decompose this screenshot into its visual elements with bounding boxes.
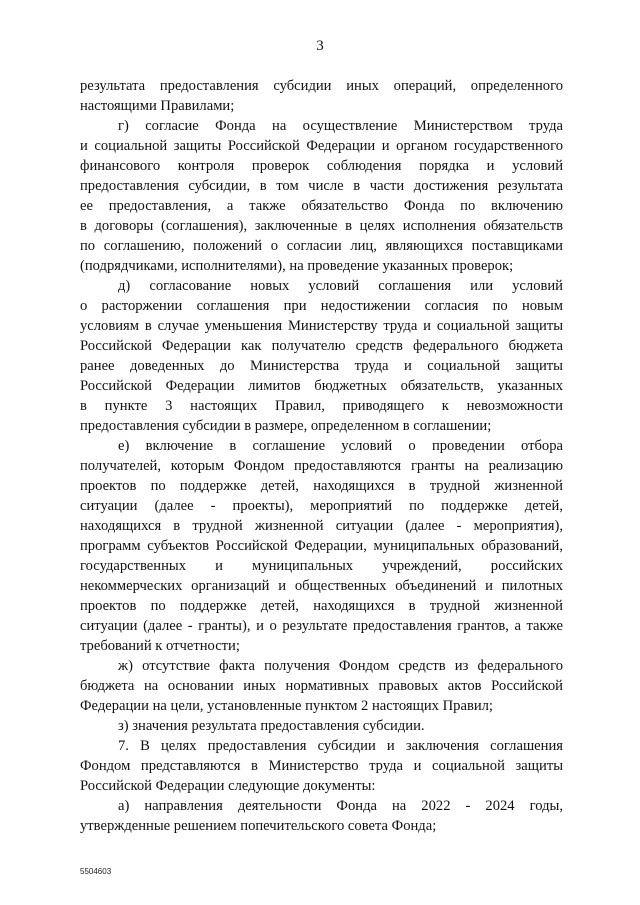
text-line: условиям в случае уменьшения Министерству труда и социальной защиты — [80, 318, 563, 334]
text-line: ж) отсутствие факта получения Фондом средств из федерального — [118, 658, 563, 674]
text-line: з) значения результата предоставления субсидии. — [118, 718, 425, 734]
text-line: находящихся в трудной жизненной ситуации (далее - мероприятия), — [80, 518, 563, 534]
text-line: ситуации (далее - проекты), мероприятий по поддержке детей, — [80, 498, 563, 514]
text-line: финансового контроля проверок соблюдения порядка и условий — [80, 158, 563, 174]
text-line: ранее доведенных до Министерства труда и социальной защиты — [80, 358, 563, 374]
text-line: требований к отчетности; — [80, 638, 240, 654]
text-line: Фондом представляются в Министерство труда и социальной защиты — [80, 758, 563, 774]
text-line: 7. В целях предоставления субсидии и заключения соглашения — [118, 738, 563, 754]
text-line: настоящими Правилами; — [80, 98, 235, 114]
text-line: по соглашению, положений о согласии лиц, являющихся поставщиками — [80, 238, 563, 254]
text-line: результата предоставления субсидии иных операций, определенного — [80, 78, 563, 94]
text-line: в договоры (соглашения), заключенные в целях исполнения обязательств — [80, 218, 563, 234]
document-code: 5504603 — [80, 867, 112, 876]
text-line: е) включение в соглашение условий о проведении отбора — [118, 438, 563, 454]
text-line: а) направления деятельности Фонда на 2022 - 2024 годы, — [118, 798, 563, 814]
text-line: о расторжении соглашения при недостижении согласия по новым — [80, 298, 563, 314]
text-line: ее предоставления, а также обязательство Фонда по включению — [80, 198, 563, 214]
text-line: Федерации на цели, установленные пунктом 2 настоящих Правил; — [80, 698, 493, 714]
text-line: г) согласие Фонда на осуществление Министерством труда — [118, 118, 563, 134]
text-line: ситуации (далее - гранты), и о результате предоставления грантов, а также — [80, 618, 563, 634]
text-line: государственных и муниципальных учреждений, российских — [80, 558, 563, 574]
text-line: некоммерческих организаций и общественных объединений и пилотных — [80, 578, 563, 594]
text-line: предоставления субсидии, в том числе в части достижения результата — [80, 178, 563, 194]
text-line: д) согласование новых условий соглашения или условий — [118, 278, 563, 294]
text-line: Российской Федерации как получателю средств федерального бюджета — [80, 338, 563, 354]
text-line: Российской Федерации следующие документы: — [80, 778, 376, 794]
text-line: проектов по поддержке детей, находящихся в трудной жизненной — [80, 598, 563, 614]
text-line: бюджета на основании иных нормативных правовых актов Российской — [80, 678, 563, 694]
text-line: в пункте 3 настоящих Правил, приводящего к невозможности — [80, 398, 563, 414]
text-line: программ субъектов Российской Федерации, муниципальных образований, — [80, 538, 563, 554]
text-line: проектов по поддержке детей, находящихся в трудной жизненной — [80, 478, 563, 494]
document-body — [80, 76, 563, 836]
page-number: 3 — [316, 38, 324, 54]
text-line: предоставления субсидии в размере, определенном в соглашении; — [80, 418, 492, 434]
text-line: (подрядчиками, исполнителями), на проведение указанных проверок; — [80, 258, 514, 274]
text-line: Российской Федерации лимитов бюджетных обязательств, указанных — [80, 378, 563, 394]
text-line: и социальной защиты Российской Федерации и органом государственного — [80, 138, 563, 154]
text-line: получателей, которым Фондом предоставляются гранты на реализацию — [80, 458, 563, 474]
text-line: утвержденные решением попечительского совета Фонда; — [80, 818, 437, 834]
